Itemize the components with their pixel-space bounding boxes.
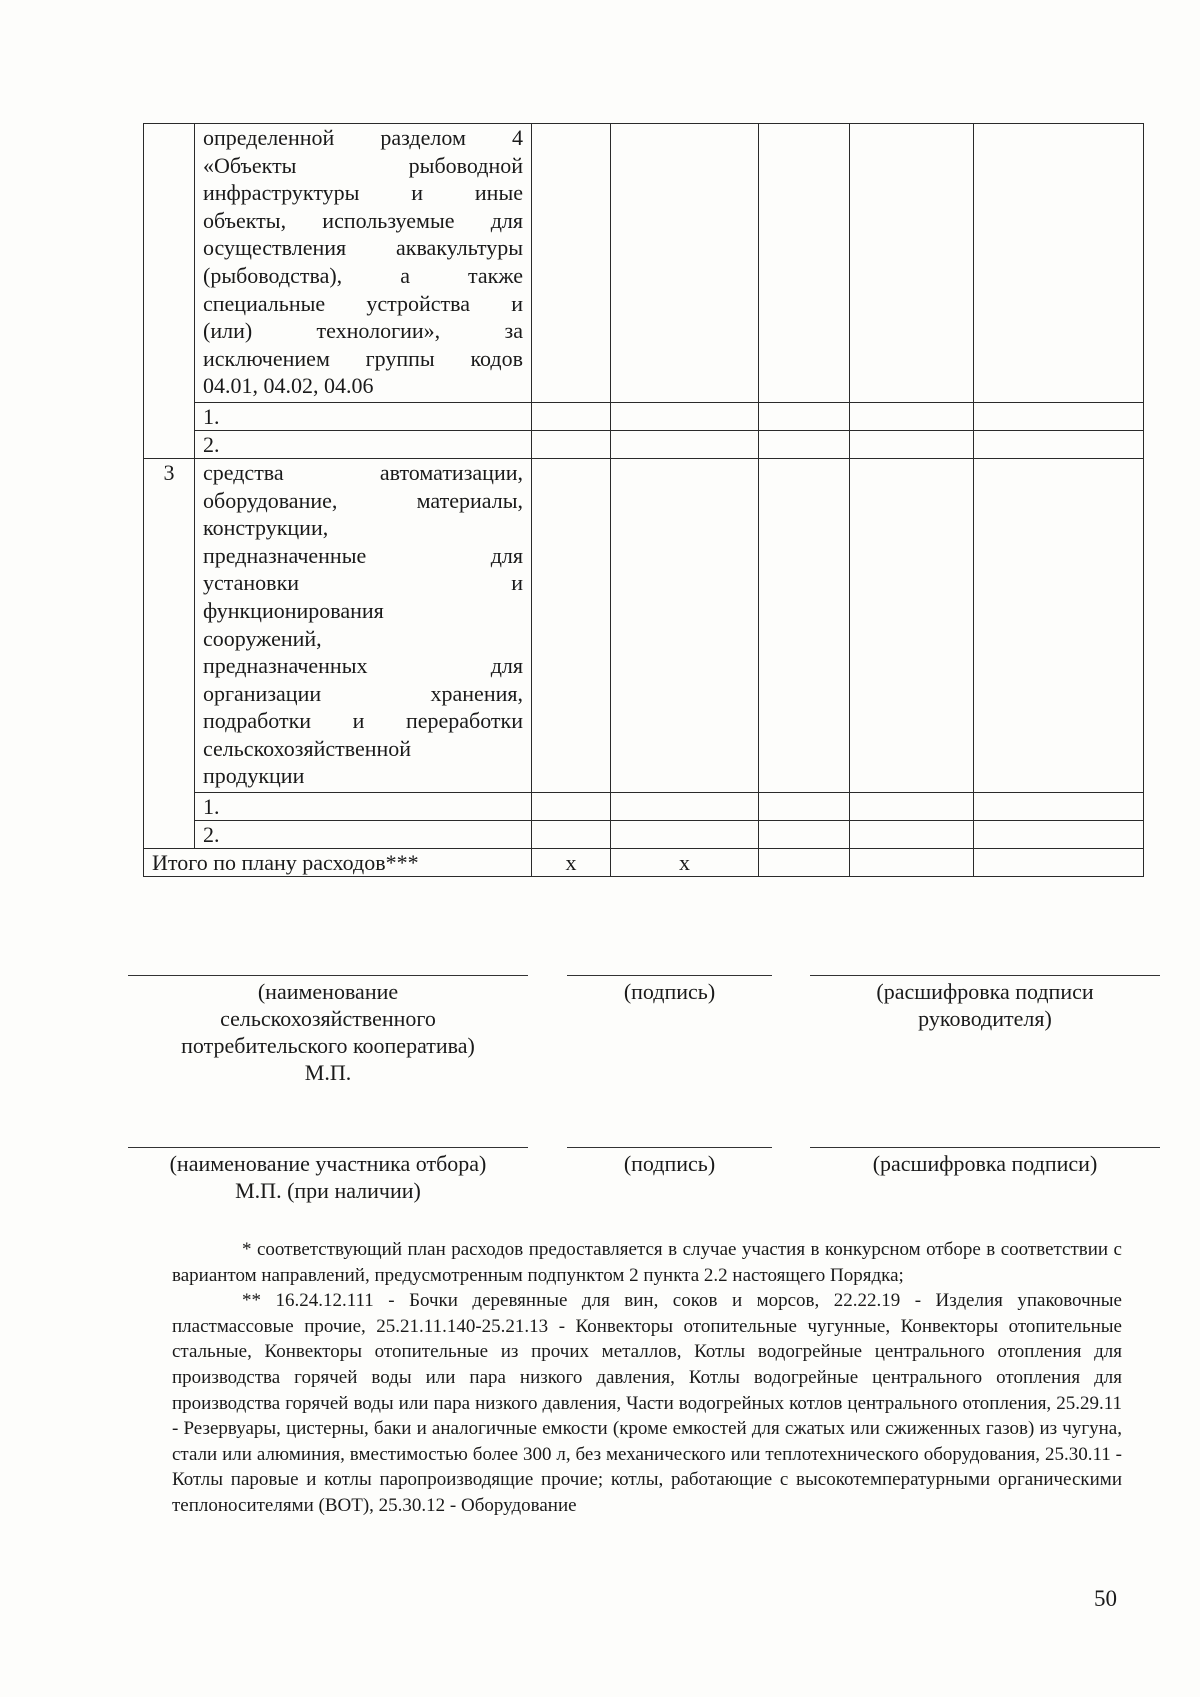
signature-line — [810, 975, 1160, 976]
cell — [974, 458, 1144, 792]
desc-line: предназначенных для — [203, 653, 523, 679]
signature-caption-organization — [128, 978, 528, 1086]
signature-caption-signature: (подпись) — [623, 979, 716, 1004]
table-row — [144, 124, 1144, 403]
subitem-label: 2. — [195, 821, 532, 849]
cell — [532, 124, 611, 403]
cell — [850, 430, 974, 458]
desc-line: определенной разделом 4 — [203, 125, 523, 150]
cell — [611, 458, 759, 792]
cell — [611, 402, 759, 430]
cell — [532, 430, 611, 458]
row-description — [195, 124, 532, 403]
caption-line: руководителя) — [918, 1006, 1052, 1031]
cell — [974, 793, 1144, 821]
cell — [974, 821, 1144, 849]
cell — [974, 402, 1144, 430]
desc-line: 04.01, 04.02, 04.06 — [203, 373, 374, 399]
cell — [974, 849, 1144, 877]
signature-caption-participant — [128, 1150, 528, 1204]
desc-line: (или) технологии», за — [203, 318, 523, 344]
cell — [974, 124, 1144, 403]
cell — [850, 821, 974, 849]
cell — [532, 402, 611, 430]
page-number: 50 — [1094, 1586, 1117, 1611]
cell — [611, 430, 759, 458]
signature-caption-signature: (подпись) — [623, 1151, 716, 1176]
total-x-cell: x — [611, 849, 759, 877]
cell — [850, 793, 974, 821]
total-label: Итого по плану расходов*** — [144, 849, 532, 877]
desc-line: осуществления аквакультуры — [203, 235, 523, 261]
stamp-placeholder: М.П. — [304, 1060, 352, 1085]
desc-line: оборудование, материалы, — [203, 487, 523, 513]
signature-line — [128, 1147, 528, 1148]
subitem-label: 1. — [195, 402, 532, 430]
subitem-label: 1. — [195, 793, 532, 821]
footnote-2: ** 16.24.12.111 - Бочки деревянные для вин, соков и морсов, 22.22.19 - Изделия упаковочные пластмассовые прочие, 25.21.11.140-25.21.13 - Конвекторы отопительные чугунные, Конвекторы отопительные стальные, Конвекторы отопительные из прочих металлов, Котлы водогрейные центрального отопления для производства горячей воды или пара низкого давления, Котлы водогрейные центрального отопления для производства горячей воды или пара низкого давления, Части водогрейных котлов центрального отопления, 25.29.11 - Резервуары, цистерны, баки и аналогичные емкости (кроме емкостей для сжатых или сжиженных газов) из чугуна, стали или алюминия, вместимостью более 300 л, без механического или теплотехнического оборудования, 25.30.11 - Котлы паровые и котлы паропроизводящие прочие; котлы, работающие с высокотемпературными органическими теплоносителями (ВОТ), 25.30.12 - Оборудование — [172, 1290, 1122, 1516]
table-row — [144, 821, 1144, 849]
signature-line — [810, 1147, 1160, 1148]
row-description — [195, 458, 532, 792]
cell — [759, 849, 850, 877]
desc-line: предназначенные для — [203, 542, 523, 568]
cell — [532, 821, 611, 849]
footnote-1: * соответствующий план расходов предоставляется в случае участия в конкурсном отборе в соответствии с вариантом направлений, предусмотренным подпунктом 2 пункта 2.2 настоящего Порядка; — [172, 1239, 1122, 1286]
cell — [759, 402, 850, 430]
desc-line: установки и — [203, 570, 523, 596]
cell — [759, 430, 850, 458]
desc-line: объекты, используемые для — [203, 207, 523, 233]
caption-line: сельскохозяйственного — [220, 1006, 436, 1031]
table-row — [144, 430, 1144, 458]
signature-caption-decoding — [810, 978, 1160, 1032]
signature-line — [567, 1147, 772, 1148]
table-row — [144, 793, 1144, 821]
caption-line: (расшифровка подписи — [876, 979, 1094, 1004]
expense-plan-table — [143, 123, 1144, 877]
caption-line: (наименование участника отбора) — [169, 1151, 487, 1176]
cell — [611, 793, 759, 821]
subitem-label: 2. — [195, 430, 532, 458]
desc-line: организации хранения, — [203, 680, 523, 706]
cell — [611, 821, 759, 849]
desc-line: исключением группы кодов — [203, 345, 523, 371]
table-row — [144, 402, 1144, 430]
footnotes — [172, 1237, 1122, 1519]
table-row — [144, 458, 1144, 792]
stamp-placeholder: М.П. (при наличии) — [235, 1178, 421, 1203]
cell — [759, 793, 850, 821]
caption-line: (наименование — [257, 979, 399, 1004]
cell — [850, 458, 974, 792]
cell — [974, 430, 1144, 458]
cell — [759, 458, 850, 792]
cell — [850, 124, 974, 403]
desc-line: функционирования — [203, 597, 384, 623]
desc-line: подработки и переработки — [203, 708, 523, 734]
desc-line: специальные устройства и — [203, 290, 523, 316]
desc-line: (рыбоводства), а также — [203, 262, 523, 288]
desc-line: «Объекты рыбоводной — [203, 152, 523, 178]
desc-line: продукции — [203, 763, 305, 789]
total-row — [144, 849, 1144, 877]
cell — [532, 458, 611, 792]
desc-line: конструкции, — [203, 515, 329, 541]
row-number — [144, 124, 195, 459]
desc-line: инфраструктуры и иные — [203, 180, 523, 206]
desc-line: сооружений, — [203, 625, 322, 651]
desc-line: сельскохозяйственной — [203, 735, 412, 761]
signature-line — [128, 975, 528, 976]
cell — [759, 124, 850, 403]
signature-line — [567, 975, 772, 976]
cell — [532, 793, 611, 821]
cell — [611, 124, 759, 403]
cell — [850, 849, 974, 877]
cell — [850, 402, 974, 430]
desc-line: средства автоматизации, — [203, 459, 523, 485]
row-number: 3 — [144, 458, 195, 848]
cell — [759, 821, 850, 849]
total-x-cell: x — [532, 849, 611, 877]
signature-caption-decoding: (расшифровка подписи) — [872, 1151, 1098, 1176]
caption-line: потребительского кооператива) — [181, 1033, 475, 1058]
